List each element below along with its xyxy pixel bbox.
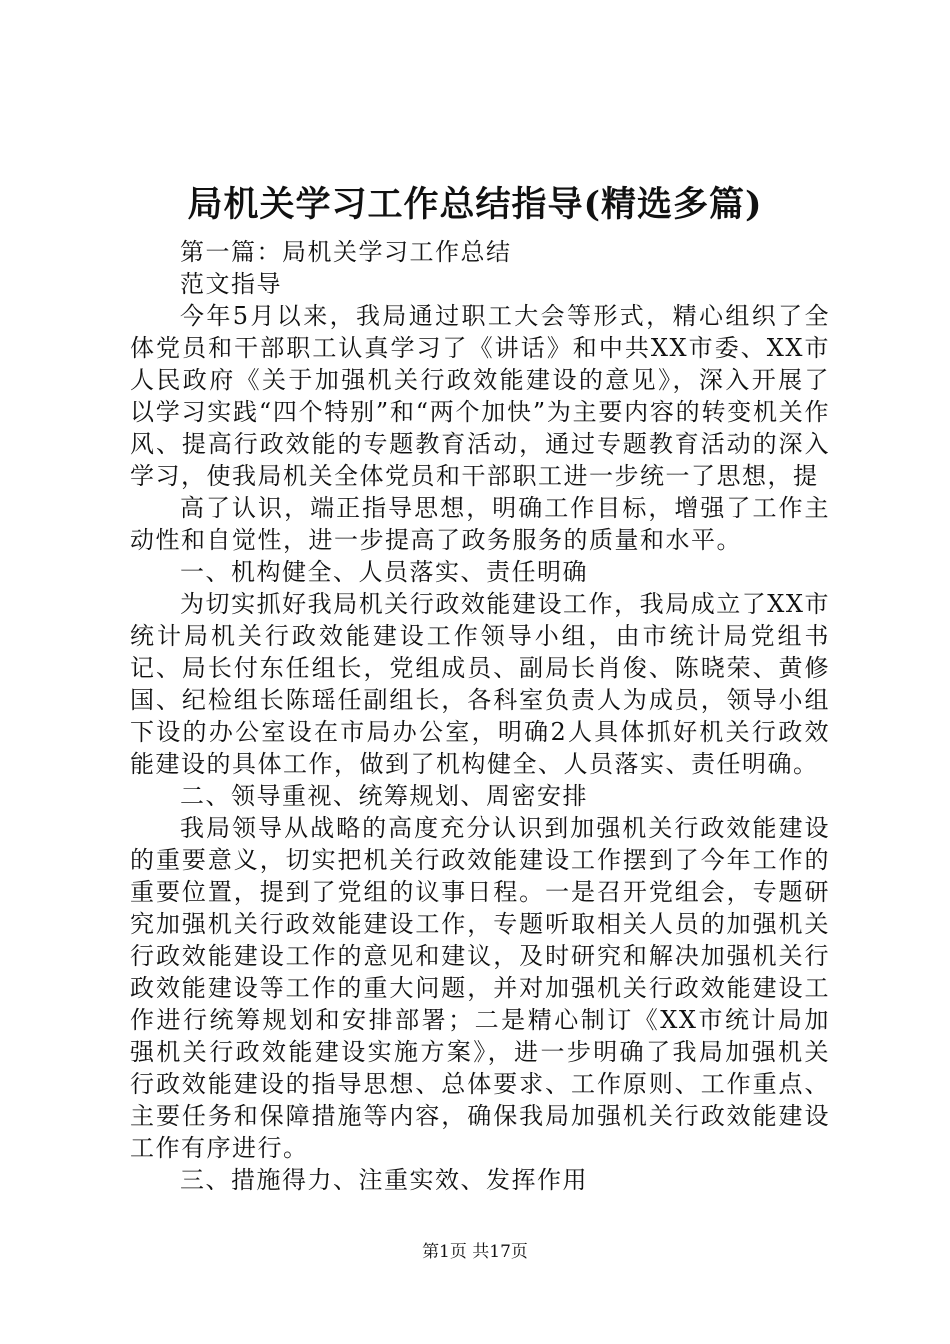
body-paragraph: 高了认识，端正指导思想，明确工作目标，增强了工作主动性和自觉性，进一步提高了政务服务的质量和水平。 bbox=[130, 494, 830, 554]
section-heading: 第一篇：局机关学习工作总结 bbox=[180, 238, 512, 266]
body-paragraph: 我局领导从战略的高度充分认识到加强机关行政效能建设的重要意义，切实把机关行政效能建设工作摆到了今年工作的重要位置，提到了党组的议事日程。一是召开党组会，专题研究加强机关行政效能建设工作，专题听取相关人员的加强机关行政效能建设工作的意见和建议，及时研究和解决加强机关行政效能建设等工作的重大问题，并对加强机关行政效能建设工作进行统筹规划和安排部署；二是精心制订《XX市统计局加强机关行政效能建设实施方案》，进一步明确了我局加强机关行政效能建设的指导思想、总体要求、工作原则、工作重点、主要任务和保障措施等内容，确保我局加强机关行政效能建设工作有序进行。 bbox=[130, 814, 830, 1162]
subheading: 范文指导 bbox=[180, 270, 282, 298]
page-number: 第1页 共17页 bbox=[422, 1242, 528, 1262]
section-heading: 一、机构健全、人员落实、责任明确 bbox=[180, 558, 588, 586]
body-paragraph: 今年5月以来，我局通过职工大会等形式，精心组织了全体党员和干部职工认真学习了《讲话》和中共XX市委、XX市人民政府《关于加强机关行政效能建设的意见》，深入开展了以学习实践“四个特别”和“两个加快”为主要内容的转变机关作风、提高行政效能的专题教育活动，通过专题教育活动的深入学习，使我局机关全体党员和干部职工进一步统一了思想，提 bbox=[130, 302, 830, 490]
body-paragraph: 为切实抓好我局机关行政效能建设工作，我局成立了XX市统计局机关行政效能建设工作领导小组，由市统计局党组书记、局长付东任组长，党组成员、副局长肖俊、陈晓荣、黄修国、纪检组长陈瑶任副组长，各科室负责人为成员，领导小组下设的办公室设在市局办公室，明确2人具体抓好机关行政效能建设的具体工作，做到了机构健全、人员落实、责任明确。 bbox=[130, 590, 830, 778]
section-heading: 二、领导重视、统筹规划、周密安排 bbox=[180, 782, 588, 810]
document-body bbox=[130, 236, 830, 1196]
document-title: 局机关学习工作总结指导(精选多篇) bbox=[187, 184, 763, 225]
section-heading: 三、措施得力、注重实效、发挥作用 bbox=[180, 1166, 588, 1194]
